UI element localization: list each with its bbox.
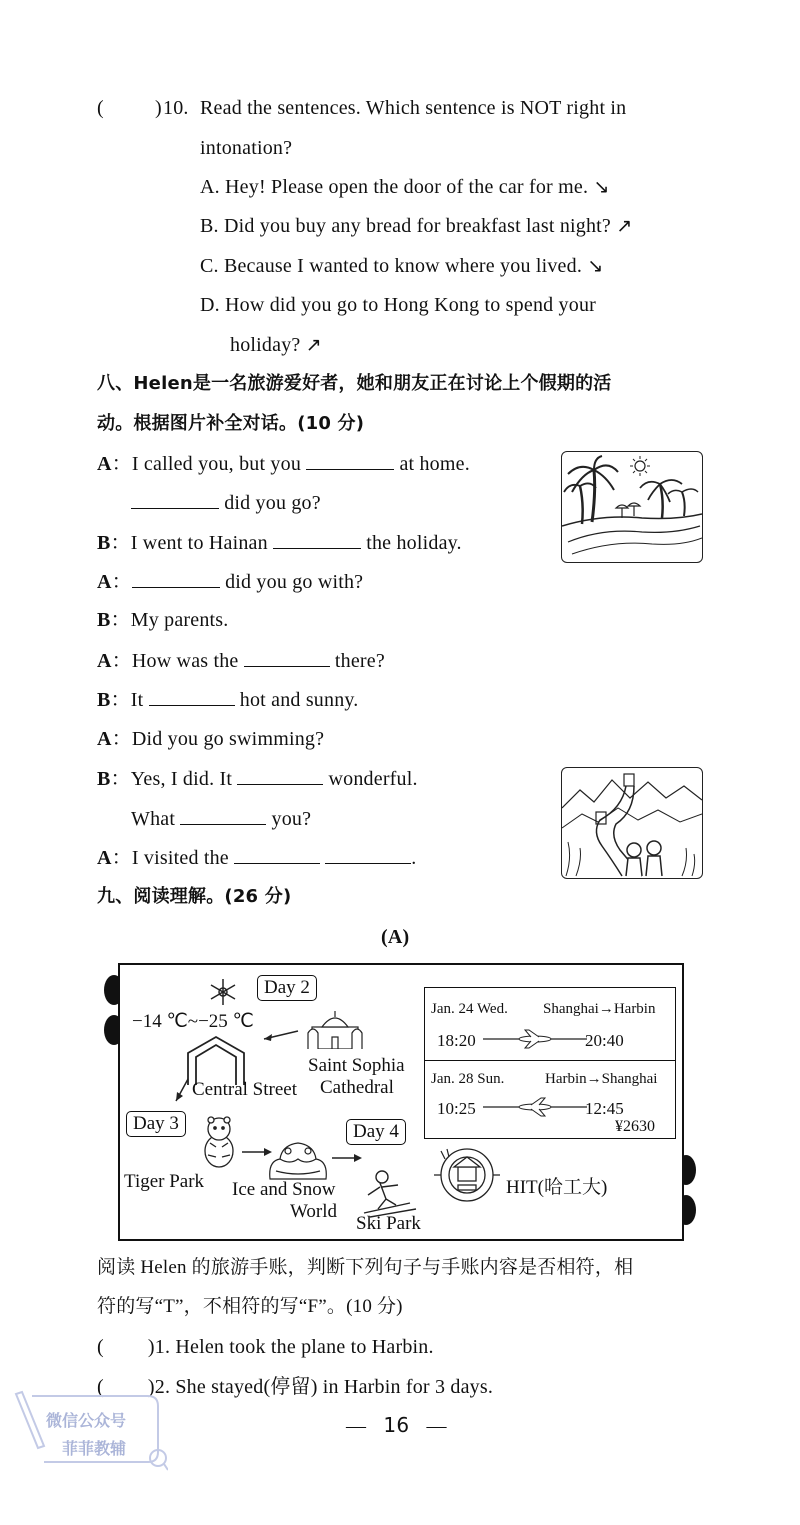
section8-title-rest: 是一名旅游爱好者，她和朋友正在讨论上个假期的活: [192, 373, 612, 394]
colon: ：: [110, 609, 131, 631]
airplane-icon: [483, 1096, 587, 1118]
answer-blank[interactable]: [180, 806, 266, 825]
flight1-departure: 18:20: [437, 1031, 476, 1050]
page-number: 16: [383, 1413, 410, 1437]
option-b-text: B. Did you buy any bread for breakfast last night?: [200, 215, 612, 237]
line-post: the holiday.: [366, 532, 462, 554]
line-post: there?: [334, 650, 385, 672]
dialogue-line-11: [97, 845, 417, 870]
colon: ：: [111, 571, 132, 593]
colon: ：: [111, 847, 132, 869]
line-pre: How was the: [131, 650, 239, 672]
watermark-line2: 菲菲教辅: [62, 1439, 127, 1458]
dialogue-line-10: [131, 806, 311, 831]
falling-arrow-icon: ↘: [593, 176, 610, 198]
colon: ：: [110, 689, 131, 711]
tiger-icon: [196, 1115, 242, 1169]
ice-snow-castle-icon: [266, 1135, 330, 1181]
flight1-date: Jan. 24 Wed.: [431, 1001, 508, 1017]
answer-blank[interactable]: [131, 490, 219, 509]
flight1-arrival: 20:40: [585, 1031, 624, 1050]
line-post: did you go?: [224, 492, 321, 514]
q10-option-d-line2: [230, 333, 322, 357]
line-pre: I visited the: [131, 847, 229, 869]
answer-blank[interactable]: [325, 845, 411, 864]
q10-option-b: [200, 214, 632, 238]
answer-paren-close: ): [147, 1376, 155, 1398]
q10-stem-line2: intonation?: [200, 137, 293, 159]
colon: ：: [111, 728, 132, 750]
watermark-pen-icon: [8, 1388, 168, 1478]
central-street-label: Central Street: [192, 1079, 297, 1100]
arrow-right-icon: [330, 1151, 364, 1165]
instruction-line1: 阅读 Helen 的旅游手账，判断下列句子与手账内容是否相符，相: [97, 1257, 634, 1278]
line-post: did you go with?: [225, 571, 364, 593]
dialogue-line-8: [97, 727, 324, 751]
central-street-arch-icon: [184, 1033, 248, 1085]
tf-item-1: [97, 1335, 434, 1359]
answer-blank[interactable]: [306, 451, 394, 470]
speaker-label: B: [97, 609, 111, 631]
arrow-down-left-icon: [172, 1077, 192, 1105]
travel-journal-map: [118, 963, 684, 1241]
option-a-text: A. Hey! Please open the door of the car for me.: [200, 176, 589, 198]
speaker-label: B: [97, 768, 111, 790]
section9-title: 九、阅读理解。(26 分): [97, 886, 292, 907]
temperature-label: −14 ℃~−25 ℃: [132, 1011, 254, 1032]
section8-title-line1: [97, 372, 611, 396]
rising-arrow-icon: ↗: [305, 334, 322, 356]
snowflake-icon: [208, 977, 238, 1007]
colon: ：: [111, 453, 132, 475]
line-pre: My parents.: [130, 609, 229, 631]
ice-and-snow-label: Ice and Snow: [232, 1179, 336, 1200]
answer-blank[interactable]: [273, 530, 361, 549]
line-pre: What: [131, 808, 176, 830]
answer-paren-close: ): [147, 1336, 155, 1358]
option-d-text: holiday?: [230, 334, 301, 356]
speaker-label: A: [97, 571, 112, 593]
tf-item-text: 1. Helen took the plane to Harbin.: [154, 1336, 434, 1358]
speaker-label: B: [97, 689, 111, 711]
world-label: World: [290, 1201, 338, 1222]
q10-stem-line1: Read the sentences. Which sentence is NOT right in: [200, 97, 627, 119]
q10-option-c: [200, 254, 603, 278]
watermark-line1: 微信公众号: [46, 1411, 127, 1430]
great-wall-icon: [562, 768, 702, 878]
ski-park-label: Ski Park: [356, 1213, 421, 1234]
answer-blank[interactable]: [149, 687, 235, 706]
line-post: at home.: [399, 453, 470, 475]
ticket-divider: [425, 1060, 675, 1061]
airplane-icon: [483, 1028, 587, 1050]
tiger-park-label: Tiger Park: [124, 1171, 205, 1192]
colon: ：: [110, 768, 131, 790]
line-pre: I went to Hainan: [130, 532, 268, 554]
colon: ：: [111, 650, 132, 672]
section8-number: 八、: [97, 373, 134, 394]
part-label-a: (A): [381, 926, 410, 948]
day-4-label: Day 4: [346, 1119, 406, 1145]
section8-title-line2: 动。根据图片补全对话。(10 分): [97, 413, 365, 434]
page-number-row: [346, 1413, 447, 1438]
hit-label: HIT(哈工大): [506, 1177, 608, 1198]
answer-blank[interactable]: [234, 845, 320, 864]
dialogue-line-1: [97, 451, 470, 476]
dialogue-line-7: [97, 687, 359, 712]
section8-name: Helen: [133, 373, 193, 394]
flight2-departure: 10:25: [437, 1099, 476, 1118]
ticket-price: ¥2630: [615, 1118, 655, 1135]
flight-tickets-panel: [424, 987, 676, 1139]
line-post: wonderful.: [328, 768, 418, 790]
saint-sophia-cathedral-icon: [306, 1009, 364, 1049]
falling-arrow-icon: ↘: [587, 255, 604, 277]
q10-option-a: [200, 175, 609, 199]
speaker-label: A: [97, 453, 112, 475]
saint-sophia-label: Saint Sophia: [308, 1055, 405, 1076]
line-pre: It: [130, 689, 144, 711]
q10-paren-close: ): [155, 97, 162, 119]
option-c-text: C. Because I wanted to know where you lived.: [200, 255, 583, 277]
instruction-line2: 符的写“T”，不相符的写“F”。(10 分): [97, 1296, 403, 1317]
flight2-route: Harbin→Shanghai: [545, 1071, 658, 1087]
line-pre: I called you, but you: [131, 453, 302, 475]
rising-arrow-icon: ↗: [616, 215, 633, 237]
answer-blank[interactable]: [237, 766, 323, 785]
q10-option-d-line1: D. How did you go to Hong Kong to spend your: [200, 294, 597, 316]
line-post: .: [411, 847, 417, 869]
dialogue-line-5: [97, 608, 229, 632]
cathedral-label: Cathedral: [320, 1077, 394, 1098]
dialogue-line-2: [131, 490, 321, 515]
line-post: hot and sunny.: [239, 689, 359, 711]
page-dash: —: [346, 1415, 367, 1437]
skier-icon: [360, 1169, 420, 1219]
palm-tree-icon: [562, 452, 702, 562]
dialogue-line-3: [97, 530, 462, 555]
tf-item-text: 2. She stayed(停留) in Harbin for 3 days.: [154, 1376, 494, 1398]
flight2-date: Jan. 28 Sun.: [431, 1071, 505, 1087]
page-dash: —: [426, 1415, 447, 1437]
day-2-label: Day 2: [257, 975, 317, 1001]
flight1-route: Shanghai→Harbin: [543, 1001, 656, 1017]
answer-paren-open: (: [97, 1376, 104, 1398]
answer-paren-open: (: [97, 1336, 104, 1358]
day-3-label: Day 3: [126, 1111, 186, 1137]
dialogue-line-9: [97, 766, 418, 791]
flight2-arrival: 12:45: [585, 1099, 624, 1118]
great-wall-picture: [561, 767, 703, 879]
speaker-label: A: [97, 650, 112, 672]
hit-emblem-icon: [428, 1145, 506, 1205]
line-post: you?: [271, 808, 312, 830]
beach-palm-trees-picture: [561, 451, 703, 563]
line-pre: Yes, I did. It: [130, 768, 233, 790]
dialogue-line-6: [97, 648, 385, 673]
arrow-left-icon: [260, 1025, 300, 1045]
colon: ：: [110, 532, 131, 554]
answer-blank[interactable]: [244, 648, 330, 667]
speaker-label: A: [97, 728, 112, 750]
speaker-label: B: [97, 532, 111, 554]
q10-number: 10.: [163, 97, 189, 119]
answer-slot[interactable]: [104, 1335, 148, 1353]
dialogue-line-4: [97, 569, 363, 594]
answer-blank[interactable]: [132, 569, 220, 588]
q10-paren-open: (: [97, 97, 104, 119]
speaker-label: A: [97, 847, 112, 869]
line-pre: Did you go swimming?: [131, 728, 325, 750]
